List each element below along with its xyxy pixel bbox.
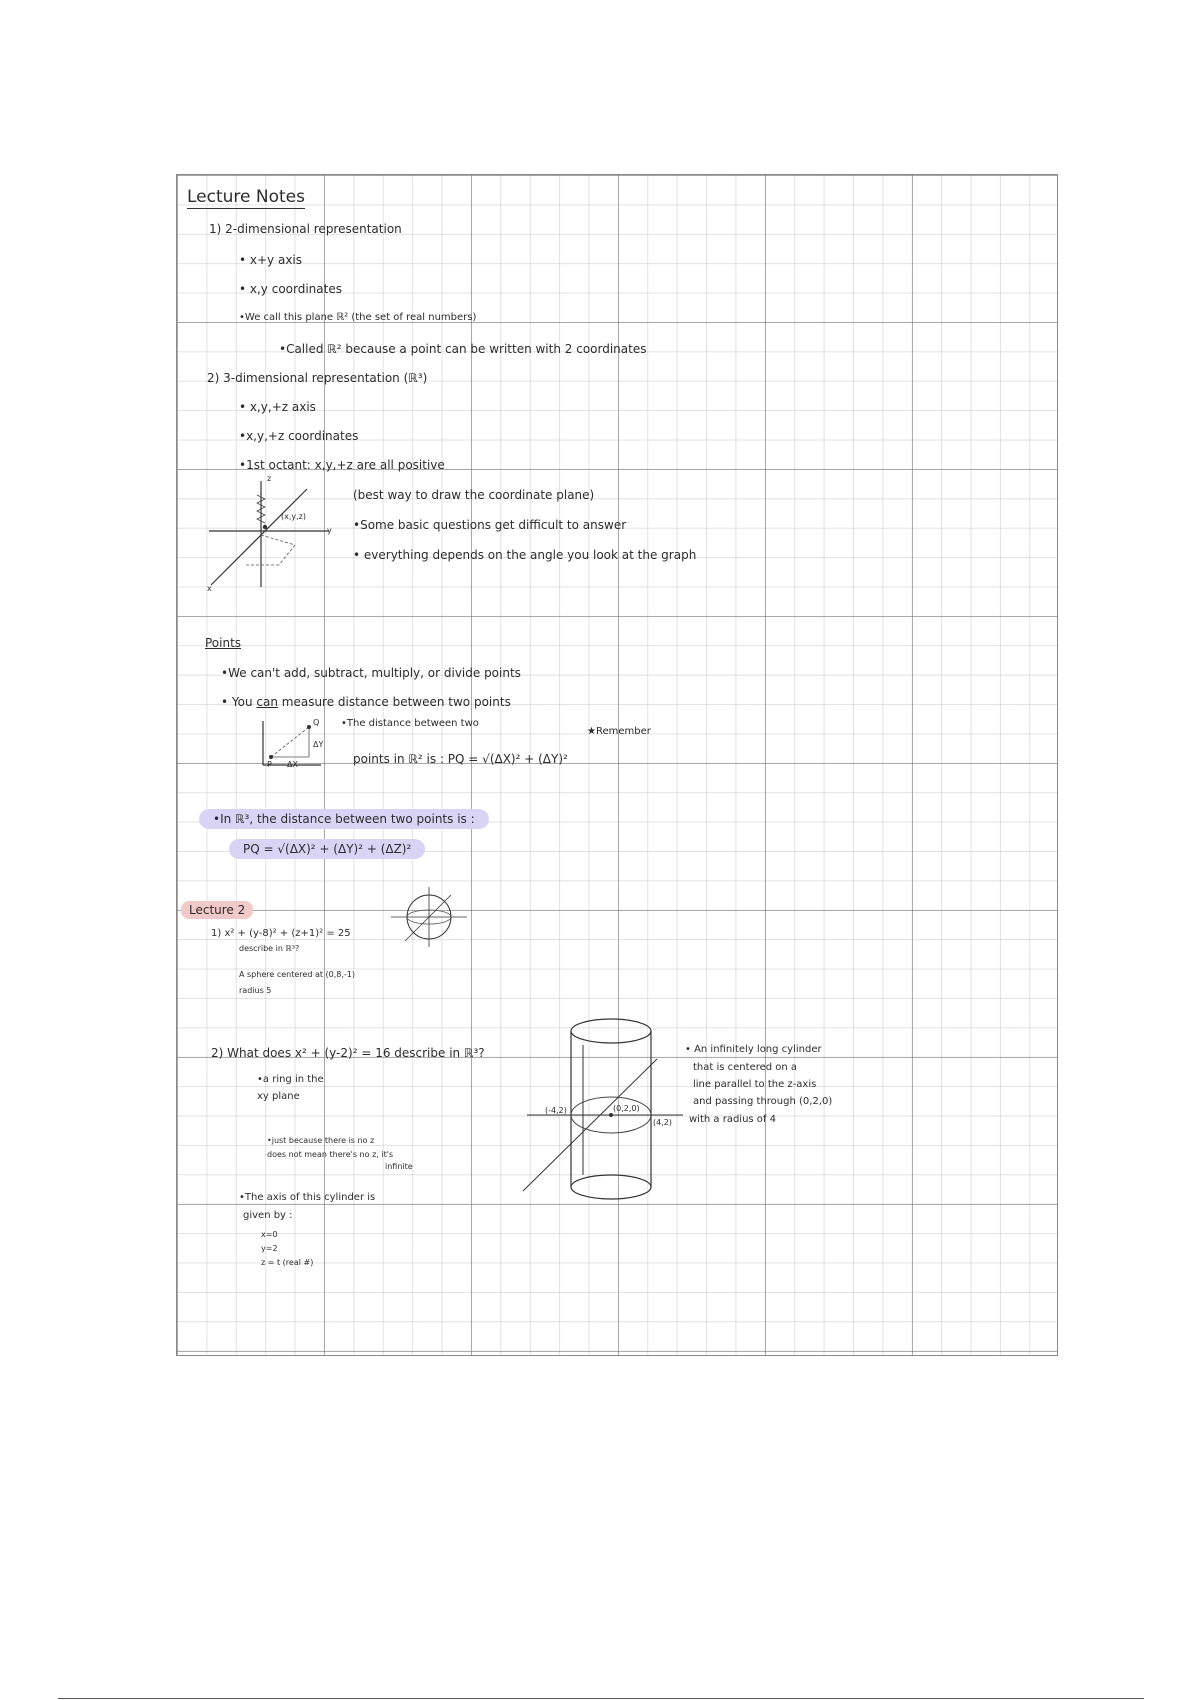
cylinder-note: with a radius of 4 [689,1114,776,1125]
highlight-r3-distance: •In ℝ³, the distance between two points is : [199,809,489,829]
note-line: radius 5 [239,986,272,995]
distance-formula-r2: points in ℝ² is : PQ = √(ΔX)² + (ΔY)² [353,752,568,766]
note-line: 2) 3-dimensional representation (ℝ³) [207,371,428,385]
note-line: xy plane [257,1091,300,1102]
note-line: •a ring in the [257,1074,324,1085]
note-line: 1) x² + (y-8)² + (z+1)² = 25 [211,928,351,939]
note-line: • x,y coordinates [239,282,342,296]
note-line: •The axis of this cylinder is [239,1192,376,1203]
note-line: infinite [385,1162,413,1171]
note-line: does not mean there's no z, it's [267,1150,394,1159]
note-line: •just because there is no z [267,1136,375,1145]
note-fragment: measure distance between two points [277,695,511,709]
3d-axes-sketch [199,475,339,595]
question-line: 2) What does x² + (y-2)² = 16 describe in ℝ³? [211,1046,485,1060]
point-label-p: P [267,760,272,769]
note-line: • everything depends on the angle you look at the graph [353,548,697,562]
axis-label-y: y [327,526,332,535]
section-heading: Points [205,636,242,650]
note-line: z = t (real #) [261,1258,314,1267]
note-fragment: • You [221,695,257,709]
note-line: A sphere centered at (0,8,-1) [239,970,356,979]
axis-label-z: z [267,474,272,483]
note-line: •The distance between two [341,718,479,729]
cylinder-note: that is centered on a [693,1062,798,1073]
delta-y-label: ΔY [313,740,324,749]
note-line: •Some basic questions get difficult to answer [353,518,627,532]
note-line: given by : [243,1210,293,1221]
page-footer-rule [58,1698,1144,1699]
note-line [221,696,511,708]
note-line: •1st octant: x,y,+z are all positive [239,458,445,472]
cylinder-label: (0,2,0) [613,1104,640,1113]
note-line: x=0 [261,1230,278,1239]
lecture-2-tag: Lecture 2 [181,901,253,919]
delta-x-label: ΔX [287,760,298,769]
point-label: (x,y,z) [281,512,306,521]
cylinder-note: line parallel to the z-axis [693,1079,817,1090]
remember-note: ★Remember [587,726,651,737]
note-line: y=2 [261,1244,278,1253]
distance-formula-r3: PQ = √(ΔX)² + (ΔY)² + (ΔZ)² [229,839,425,859]
note-line: •x,y,+z coordinates [239,429,359,443]
cylinder-note: and passing through (0,2,0) [693,1096,833,1107]
page-title: Lecture Notes [187,187,305,207]
note-line: 1) 2-dimensional representation [209,222,402,236]
cylinder-label: (-4,2) [545,1106,567,1115]
note-line: • x+y axis [239,253,303,267]
axis-label-x: x [207,584,212,593]
note-line: •We call this plane ℝ² (the set of real numbers) [239,312,477,323]
note-line: describe in ℝ³? [239,944,300,953]
point-label-q: Q [313,718,320,727]
note-line: (best way to draw the coordinate plane) [353,488,595,502]
note-emphasis: can [256,695,278,709]
note-line: •We can't add, subtract, multiply, or divide points [221,666,521,680]
note-line: •Called ℝ² because a point can be written with 2 coordinates [279,342,647,356]
sphere-sketch [389,885,469,949]
cylinder-note: • An infinitely long cylinder [685,1044,822,1055]
grid-notebook-page [176,174,1058,1356]
cylinder-label: (4,2) [653,1118,672,1127]
note-line: • x,y,+z axis [239,400,316,414]
